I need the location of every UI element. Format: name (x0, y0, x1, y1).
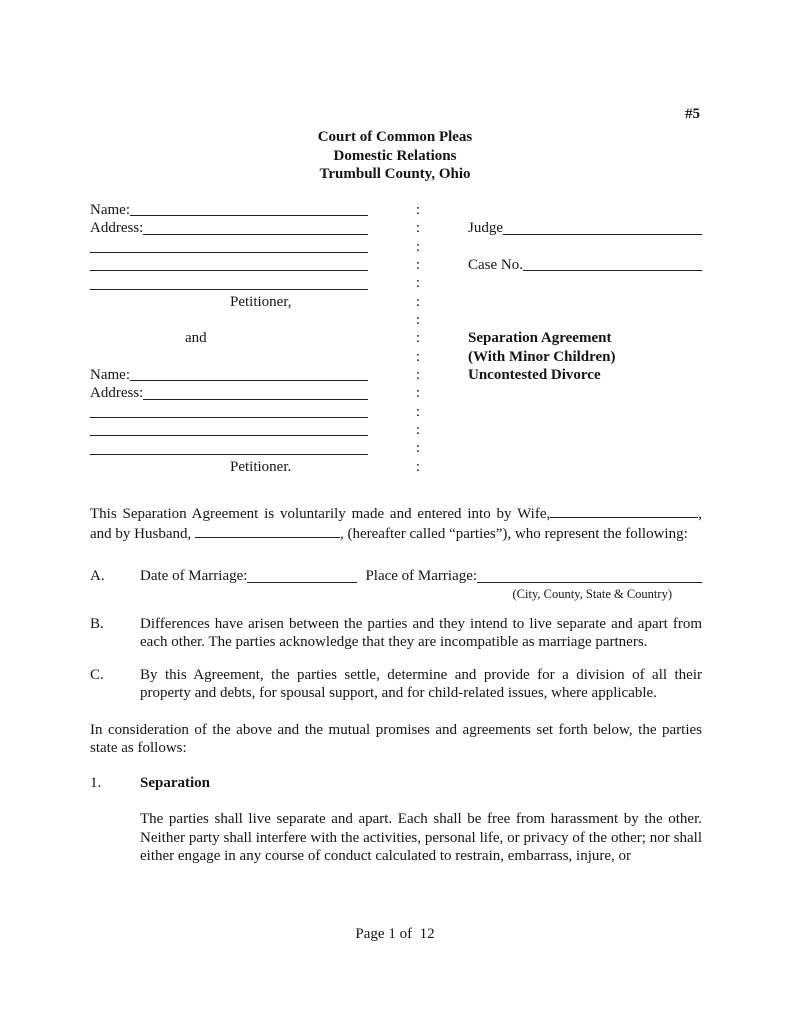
address-field-line (143, 219, 368, 234)
separator-colon: : (415, 312, 421, 329)
husband-address-row (90, 384, 368, 402)
blank-field-line (90, 403, 368, 418)
judge-field-line (503, 219, 702, 234)
separator-colon: : (415, 458, 421, 475)
husband-name-row (90, 366, 368, 384)
court-header (0, 128, 790, 184)
separator-colon: : (415, 330, 421, 347)
recital-label: A. (90, 568, 105, 584)
separator-colon: : (415, 220, 421, 237)
petitioner-designation-1: Petitioner, (230, 293, 292, 310)
section-1-heading (90, 774, 702, 793)
name-field-line (130, 201, 368, 216)
judge-label: Judge (468, 220, 503, 237)
recital-text: By this Agreement, the parties settle, determine and provide for a division of all their property and debts, for spousal support, and for child-related issues, where applicable. (140, 666, 702, 701)
petitioner-designation-2: Petitioner. (230, 458, 292, 475)
address-label: Address: (90, 220, 144, 237)
document-title-line: Separation Agreement (468, 330, 612, 347)
form-number: #5 (685, 106, 700, 122)
blank-line-row (90, 238, 368, 256)
separator-colon: : (415, 202, 421, 218)
blank-line-row (90, 274, 368, 292)
caption-separator-column (368, 201, 468, 476)
blank-field-line (90, 256, 368, 271)
marriage-info-row (140, 567, 702, 586)
recital-label: C. (90, 666, 104, 683)
address-field-line (143, 384, 368, 399)
intro-paragraph: This Separation Agreement is voluntarily made and entered into by Wife, , and by Husband, , (hereafter called “parties”), who represent the following: (90, 506, 702, 542)
blank-field-line (90, 439, 368, 454)
recital-text: Differences have arisen between the parties and they intend to live separate and apart from each other. The parties acknowledge that they are incompatible as marriage partners. (140, 615, 702, 650)
separator-colon: : (415, 275, 421, 292)
blank-line-row (90, 439, 368, 457)
consideration-paragraph: In consideration of the above and the mutual promises and agreements set forth below, the parties state as follows: (90, 721, 702, 756)
blank-field-line (90, 421, 368, 436)
date-of-marriage-blank (247, 567, 357, 583)
name-label: Name: (90, 202, 130, 218)
separator-colon: : (415, 403, 421, 420)
section-number: 1. (90, 774, 102, 791)
place-of-marriage-label: Place of Marriage: (365, 568, 478, 584)
blank-line-row (90, 403, 368, 421)
recital-b (90, 615, 702, 652)
wife-name-blank (550, 504, 698, 518)
caption-parties-column (90, 201, 368, 476)
case-no-row (468, 256, 702, 274)
separator-colon: : (415, 348, 421, 365)
spacer-row (90, 311, 368, 329)
separator-colon: : (415, 440, 421, 457)
name-field-line (130, 366, 368, 381)
spacer (357, 567, 365, 586)
spacer-row (468, 238, 702, 256)
section-title: Separation (140, 774, 211, 791)
separator-colon: : (415, 257, 421, 274)
separator-colon: : (415, 238, 421, 255)
place-of-marriage-hint: (City, County, State & Country) (512, 586, 672, 601)
separator-colon: : (415, 367, 421, 384)
document-title-line: (With Minor Children) (468, 348, 616, 365)
wife-name-row (90, 201, 368, 219)
recital-a (90, 567, 702, 602)
document-body (90, 504, 702, 866)
separator-colon: : (415, 422, 421, 439)
name-label: Name: (90, 367, 130, 384)
case-no-field-line (523, 256, 702, 271)
section-1-paragraph: The parties shall live separate and apart. Each shall be free from harassment by the other. Neither party shall interfere with the activities, personal life, or privacy of the other; nor shall either engage in any course of conduct calculated to restrain, embarrass, injure, or (140, 811, 702, 864)
recital-c (90, 666, 702, 703)
spacer-row (90, 348, 368, 366)
date-of-marriage-label: Date of Marriage: (140, 568, 248, 584)
separator-colon: : (415, 293, 421, 310)
spacer-row (468, 311, 702, 329)
address-label: Address: (90, 385, 144, 402)
judge-row (468, 219, 702, 237)
court-name: Court of Common Pleas (317, 129, 473, 145)
court-division: Domestic Relations (333, 147, 457, 164)
court-county: Trumbull County, Ohio (319, 166, 471, 182)
blank-field-line (90, 274, 368, 289)
case-no-label: Case No. (468, 257, 523, 274)
spacer-row (468, 274, 702, 292)
husband-name-blank (195, 524, 340, 538)
place-of-marriage-blank (477, 567, 702, 583)
caption-court-column (468, 201, 702, 476)
blank-field-line (90, 238, 368, 253)
spacer-row (468, 293, 702, 311)
page-number: Page 1 of 12 (355, 926, 435, 942)
separator-colon: : (415, 385, 421, 402)
blank-line-row (90, 421, 368, 439)
spacer-row (468, 201, 702, 219)
case-caption (90, 201, 702, 476)
document-title-line: Uncontested Divorce (468, 367, 601, 384)
conjunction-row: and (185, 330, 207, 347)
recital-label: B. (90, 615, 104, 632)
blank-line-row (90, 256, 368, 274)
wife-address-row (90, 219, 368, 237)
